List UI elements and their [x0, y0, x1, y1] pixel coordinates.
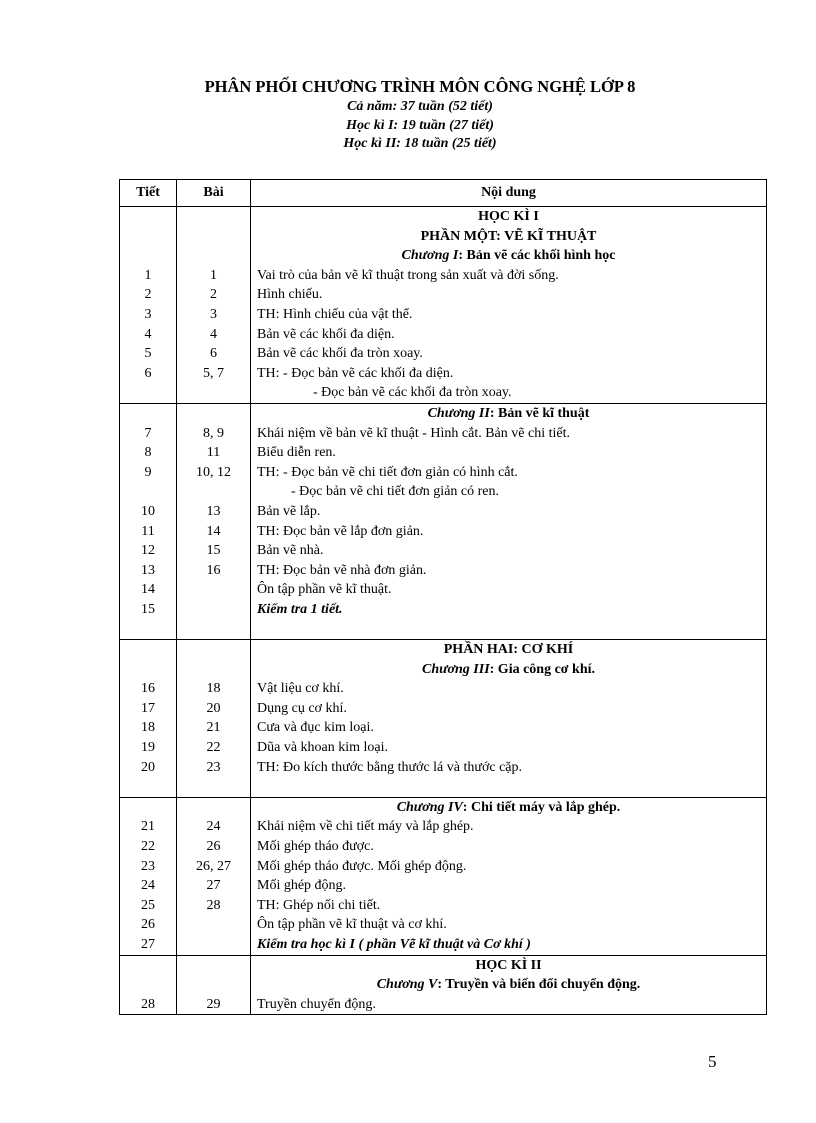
table-header-row: [120, 180, 767, 207]
content-column: [251, 955, 767, 1015]
list-item: Dũa và khoan kim loại.: [257, 740, 389, 756]
term-heading: HỌC KÌ II: [475, 957, 542, 973]
list-item: Ôn tập phần vẽ kĩ thuật.: [257, 582, 392, 598]
list-item: Truyền chuyển động.: [257, 996, 376, 1012]
list-item: Bản vẽ lắp.: [257, 503, 321, 519]
term-heading: HỌC KÌ I: [478, 209, 539, 224]
list-item: Khái niệm về chi tiết máy và lắp ghép.: [257, 819, 474, 835]
section-chuong-4: [120, 797, 767, 955]
tiet-column: 7 8 9 10 11 12 13 14 15: [120, 403, 177, 639]
section-phan-hai: [120, 640, 767, 798]
exam-item: Kiểm tra học kì I ( phần Vẽ kĩ thuật và Cơ khí ): [257, 936, 531, 952]
list-item: Bản vẽ các khối đa diện.: [257, 326, 395, 342]
subtitle-year: Cả năm: 37 tuần (52 tiết): [347, 99, 493, 114]
list-item: - Đọc bản vẽ các khối đa tròn xoay.: [313, 385, 512, 401]
list-item: TH: Ghép nối chi tiết.: [257, 897, 381, 913]
list-item: TH: Đo kích thước bằng thước lá và thước cặp.: [257, 759, 523, 775]
bai-column: 24 26 26, 27 27 28: [177, 797, 251, 955]
list-item: - Đọc bản vẽ chi tiết đơn giản có ren.: [291, 484, 499, 500]
tiet-column: 21 22 23 24 25 26 27: [120, 797, 177, 955]
list-item: TH: - Đọc bản vẽ chi tiết đơn giản có hình cắt.: [257, 464, 518, 480]
list-item: TH: Đọc bản vẽ lắp đơn giản.: [257, 523, 424, 539]
bai-column: 1 2 3 4 6 5, 7: [177, 207, 251, 404]
document-title: PHÂN PHỐI CHƯƠNG TRÌNH MÔN CÔNG NGHỆ LỚP 8: [204, 77, 636, 96]
column-header-noidung: Nội dung: [251, 180, 767, 207]
list-item: TH: Hình chiếu của vật thể.: [257, 306, 413, 322]
section-hoc-ki-2: [120, 955, 767, 1015]
list-item: Vật liệu cơ khí.: [257, 681, 344, 697]
list-item: Bản vẽ các khối đa tròn xoay.: [257, 346, 423, 362]
bai-column: 18 20 21 22 23: [177, 640, 251, 798]
subtitle-term1: Học kì I: 19 tuần (27 tiết): [346, 117, 494, 133]
column-header-bai: Bài: [177, 180, 251, 207]
tiet-column: 1 2 3 4 5 6: [120, 207, 177, 404]
content-column: [251, 640, 767, 798]
subtitle-term2: Học kì II: 18 tuần (25 tiết): [343, 136, 497, 151]
list-item: Vai trò của bản vẽ kĩ thuật trong sản xuất và đời sống.: [257, 267, 559, 283]
chapter-heading: Chương V: Truyền và biến đổi chuyển động.: [376, 977, 641, 993]
list-item: Mối ghép tháo được.: [257, 839, 374, 854]
list-item: Mối ghép động.: [257, 878, 347, 894]
content-column: [251, 797, 767, 955]
chapter-heading: Chương II: Bản vẽ kĩ thuật: [427, 405, 590, 421]
exam-item: Kiểm tra 1 tiết.: [257, 601, 343, 617]
list-item: Cưa và đục kim loại.: [257, 720, 374, 736]
bai-column: 29: [177, 955, 251, 1015]
chapter-heading: Chương IV: Chi tiết máy và lắp ghép.: [396, 799, 621, 815]
list-item: TH: Đọc bản vẽ nhà đơn giản.: [257, 562, 427, 578]
list-item: Mối ghép tháo được. Mối ghép động.: [257, 858, 467, 874]
list-item: Biểu diễn ren.: [257, 445, 336, 461]
chapter-heading: Chương I: Bản vẽ các khối hình học: [401, 248, 616, 264]
list-item: TH: - Đọc bản vẽ các khối đa diện.: [257, 365, 454, 381]
column-header-tiet: Tiết: [120, 180, 177, 207]
bai-column: 8, 9 11 10, 12 13 14 15 16: [177, 403, 251, 639]
section-chuong-2: [120, 403, 767, 639]
section-hoc-ki-1: [120, 207, 767, 404]
page-number: 5: [708, 1052, 717, 1071]
part-heading: PHẦN HAI: CƠ KHÍ: [443, 642, 574, 658]
tiet-column: 28: [120, 955, 177, 1015]
chapter-heading: Chương III: Gia công cơ khí.: [421, 661, 596, 677]
part-heading: PHẦN MỘT: VẼ KĨ THUẬT: [420, 228, 597, 244]
page-header: [0, 76, 816, 154]
list-item: Hình chiếu.: [257, 287, 323, 303]
list-item: Dụng cụ cơ khí.: [257, 700, 347, 716]
tiet-column: 16 17 18 19 20: [120, 640, 177, 798]
list-item: Bản vẽ nhà.: [257, 543, 324, 559]
list-item: Ôn tập phần vẽ kĩ thuật và cơ khí.: [257, 917, 447, 933]
content-column: [251, 403, 767, 639]
curriculum-table: [119, 179, 767, 1015]
list-item: Khái niệm về bản vẽ kĩ thuật - Hình cắt. Bản vẽ chi tiết.: [257, 425, 570, 441]
content-column: [251, 207, 767, 404]
